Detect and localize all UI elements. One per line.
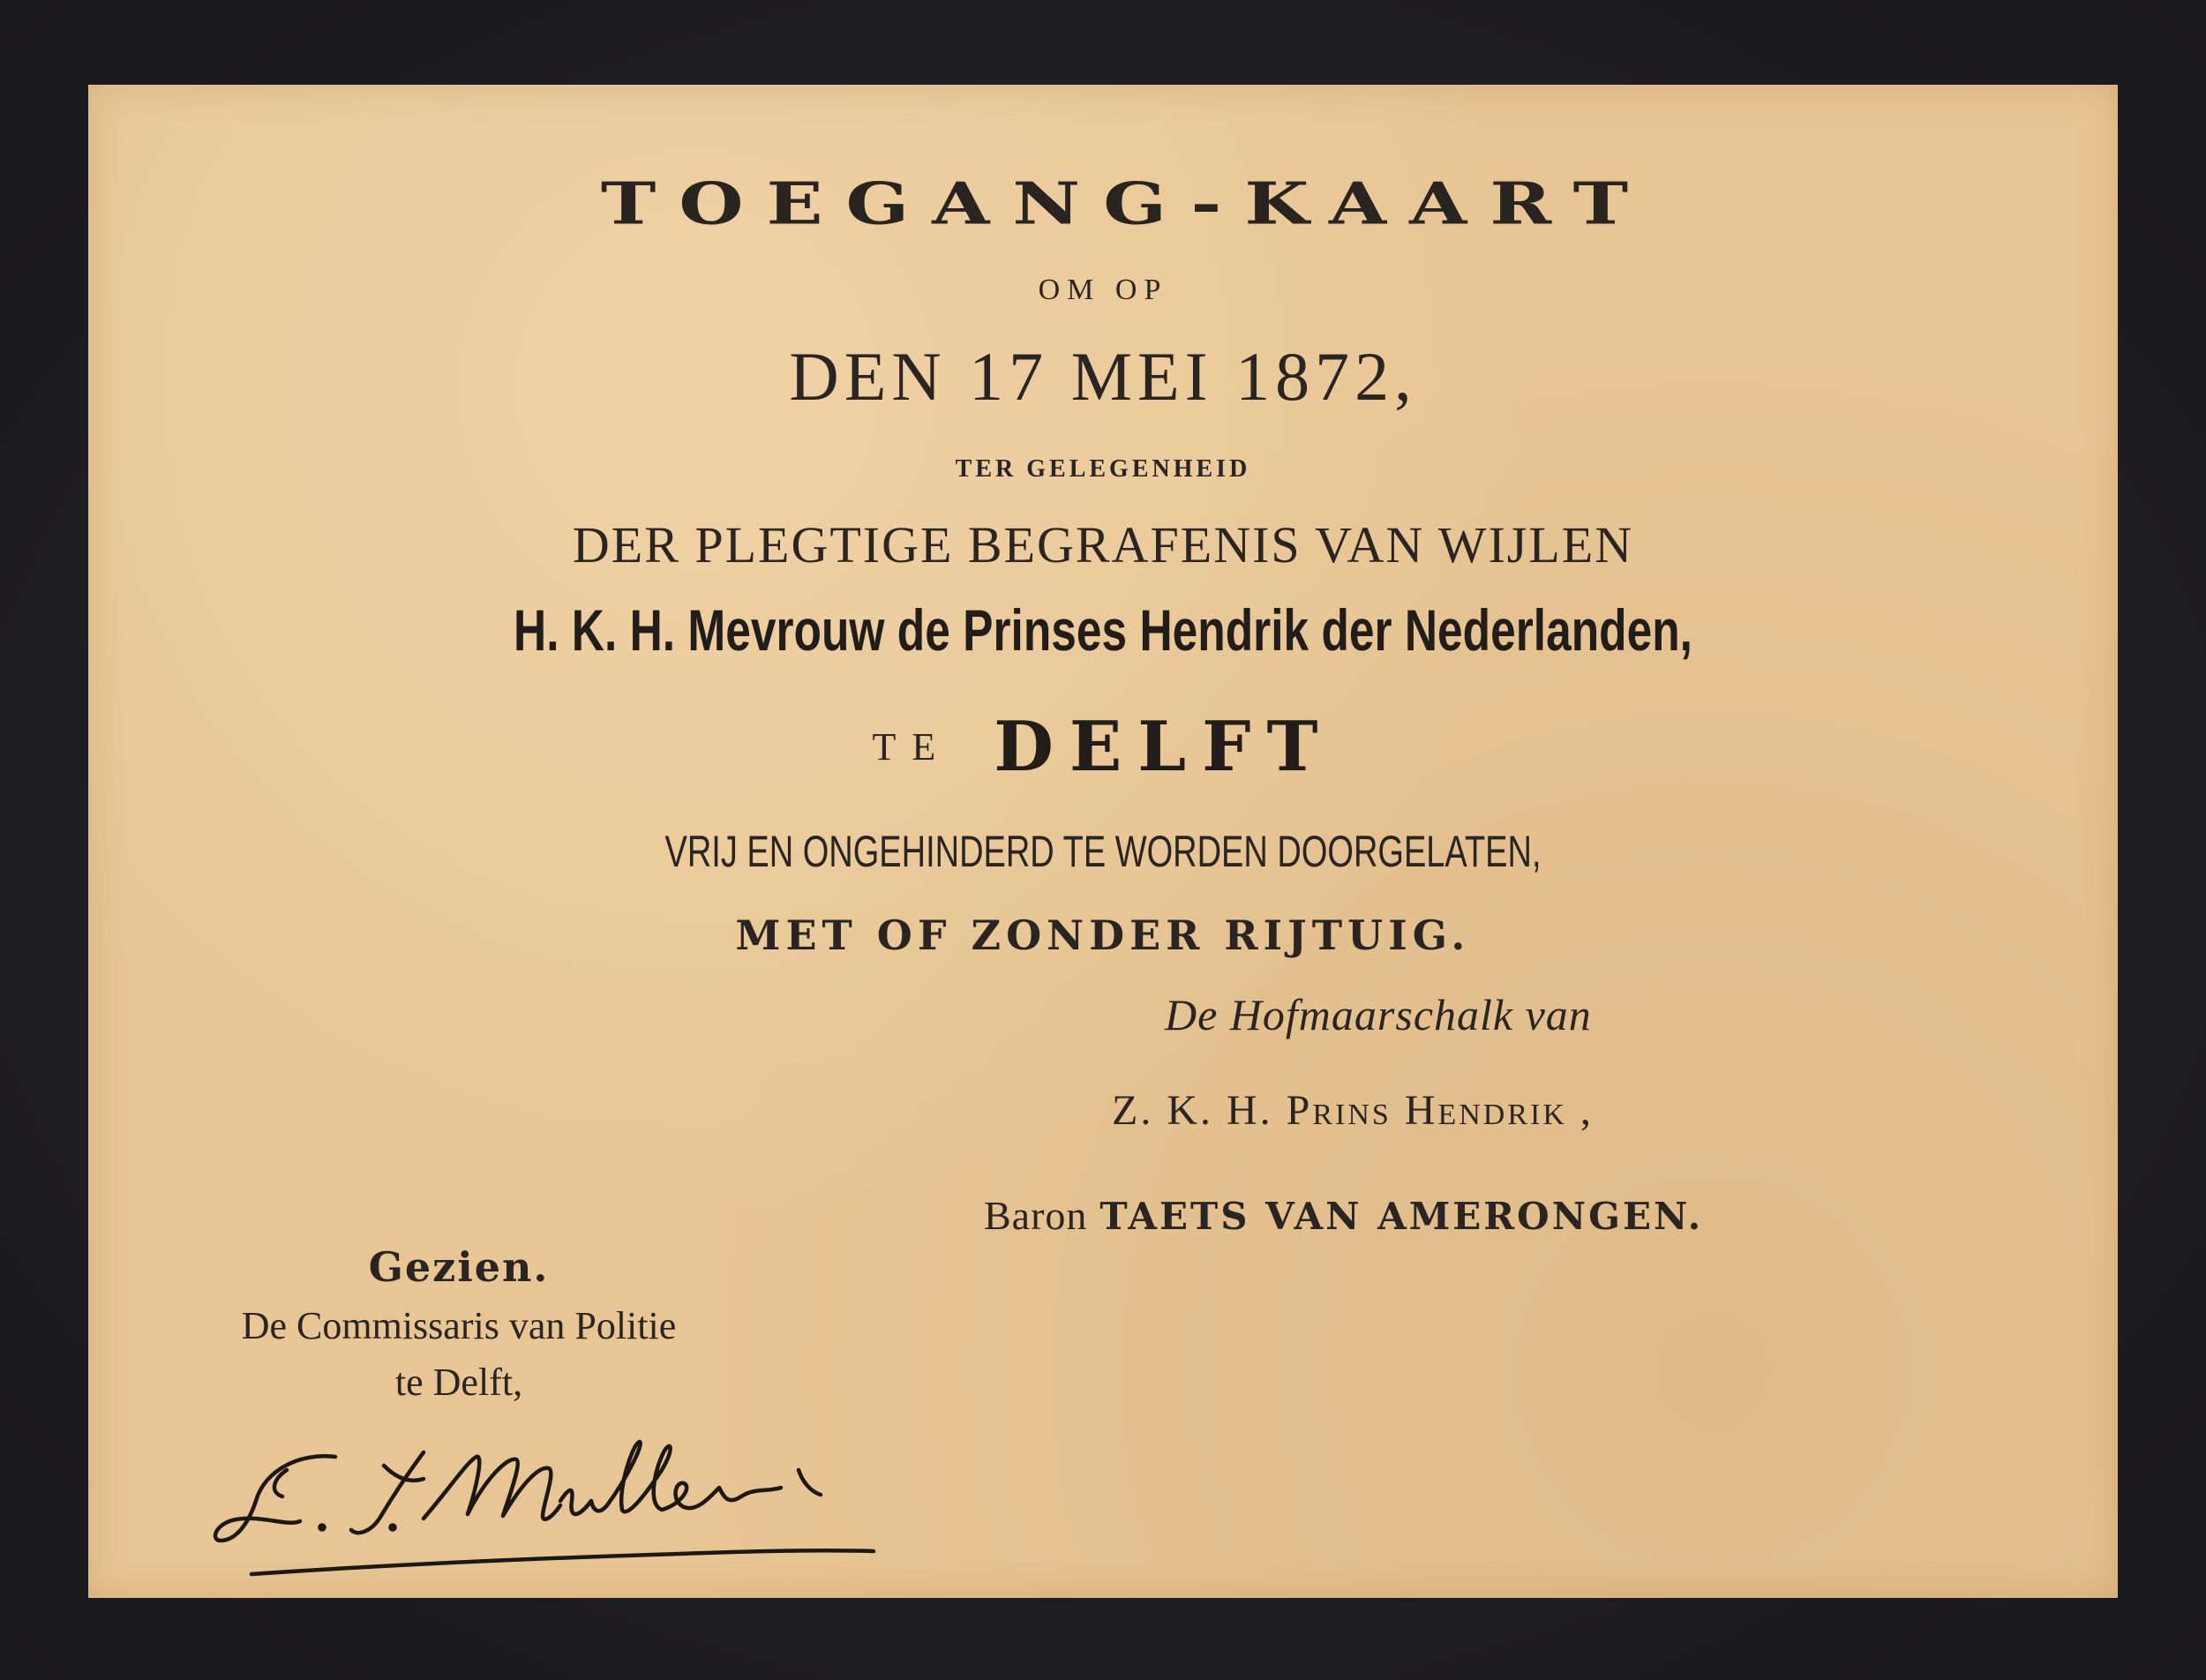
passage-line: VRIJ EN ONGEHINDERD TE WORDEN DOORGELATEN, [664,827,1542,876]
princess-name-line: H. K. H. Mevrouw de Prinses Hendrik der Nederlanden, [514,597,1692,663]
date-line: DEN 17 MEI 1872, [789,338,1417,415]
police-location-line: te Delft, [394,1361,523,1404]
baron-line [984,1192,1703,1239]
location-line [88,707,2118,787]
prince-line: Z. K. H. Prins Hendrik , [1112,1087,1594,1134]
baron-name: TAETS VAN AMERONGEN. [1099,1195,1704,1238]
police-approval-block [229,1236,688,1411]
funeral-line: DER PLEGTIGE BEGRAFENIS VAN WIJLEN [572,516,1634,574]
admission-card [88,85,2118,1598]
occasion-label: TER GELEGENHEID [955,455,1251,483]
card-title: TOEGANG-KAART [600,169,1652,238]
commissaris-line: De Commissaris van Politie [241,1304,677,1347]
location-city: DELFT [994,707,1334,787]
handwritten-signature [203,1417,962,1594]
carriage-line: MET OF ZONDER RIJTUIG. [735,911,1471,959]
om-op-text: OM OP [1038,274,1168,306]
hofmaarschalk-line: De Hofmaarschalk van [1165,990,1592,1039]
baron-title: Baron [984,1193,1088,1238]
location-preposition: TE [872,725,952,769]
gezien-label: Gezien. [368,1243,550,1291]
